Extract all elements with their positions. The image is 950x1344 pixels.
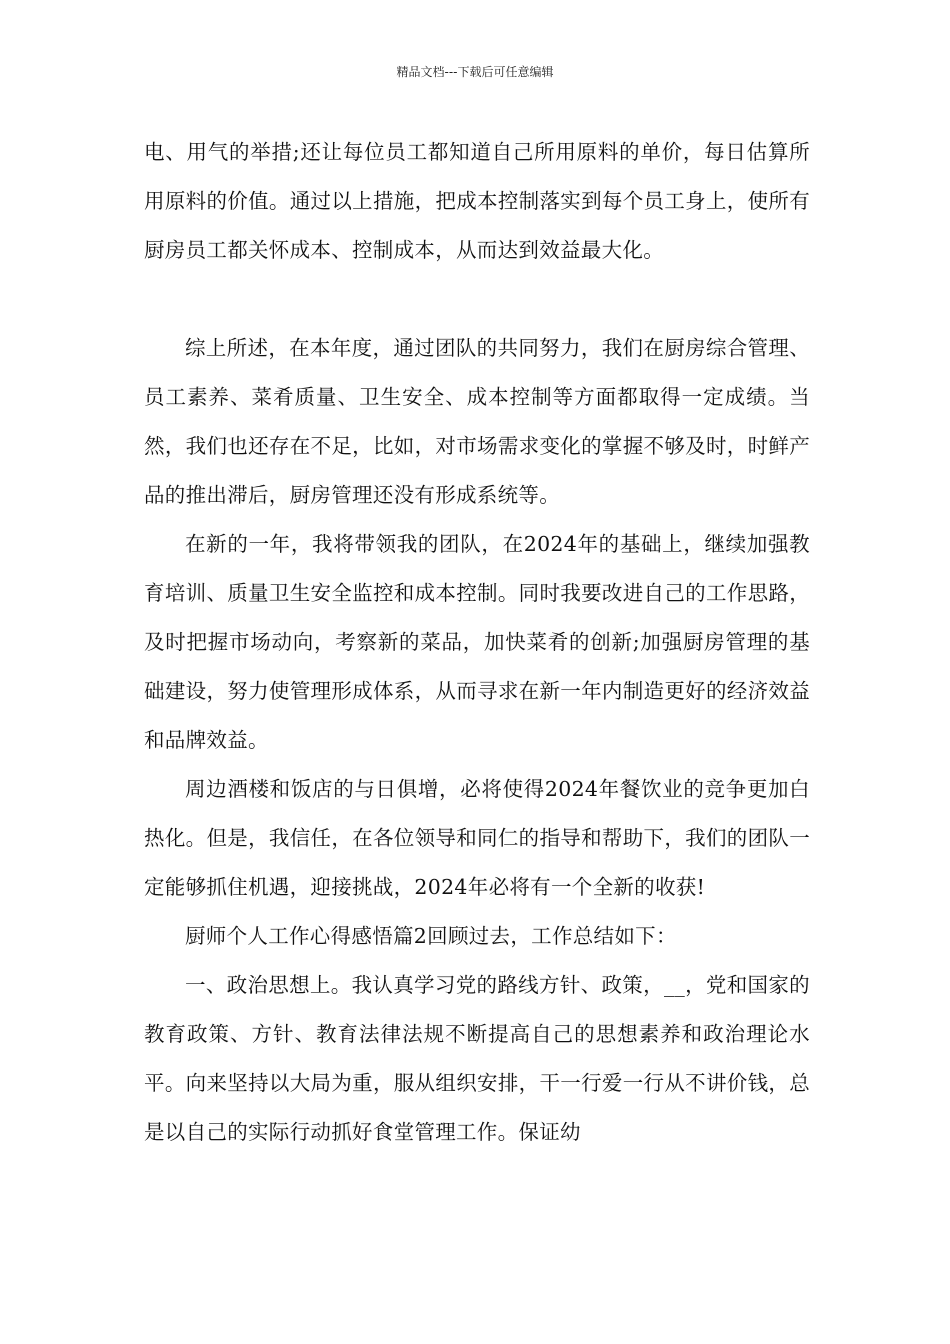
paragraph-competition: 周边酒楼和饭店的与日俱增，必将使得2024年餐饮业的竞争更加白热化。但是，我信任，在各位领导和同仁的指导和帮助下，我们的团队一定能够抓住机遇，迎接挑战，2024年必将有一个全新的收获! <box>144 777 810 899</box>
document-body <box>144 128 810 1157</box>
paragraph-political-thought: 一、政治思想上。我认真学习党的路线方针、政策，__，党和国家的教育政策、方针、教育法律法规不断提高自己的思想素养和政治理论水平。向来坚持以大局为重，服从组织安排，干一行爱一行从不讲价钱，总是以自己的实际行动抓好食堂管理工作。保证幼 <box>144 973 810 1144</box>
paragraph-gap <box>144 275 810 324</box>
paragraph-section-title: 厨师个人工作心得感悟篇2回顾过去，工作总结如下： <box>185 924 677 948</box>
paragraph-new-year-plan: 在新的一年，我将带领我的团队，在2024年的基础上，继续加强教育培训、质量卫生安全监控和成本控制。同时我要改进自己的工作思路，及时把握市场动向，考察新的菜品，加快菜肴的创新;加强厨房管理的基础建设，努力使管理形成体系，从而寻求在新一年内制造更好的经济效益和品牌效益。 <box>144 532 810 752</box>
page-header: 精品文档---下载后可任意编辑 <box>396 65 554 79</box>
paragraph-continued: 电、用气的举措;还让每位员工都知道自己所用原料的单价，每日估算所用原料的价值。通过以上措施，把成本控制落实到每个员工身上，使所有厨房员工都关怀成本、控制成本，从而达到效益最大化。 <box>144 140 810 262</box>
paragraph-summary: 综上所述，在本年度，通过团队的共同努力，我们在厨房综合管理、员工素养、菜肴质量、卫生安全、成本控制等方面都取得一定成绩。当然，我们也还存在不足，比如，对市场需求变化的掌握不够及时，时鲜产品的推出滞后，厨房管理还没有形成系统等。 <box>144 336 810 507</box>
